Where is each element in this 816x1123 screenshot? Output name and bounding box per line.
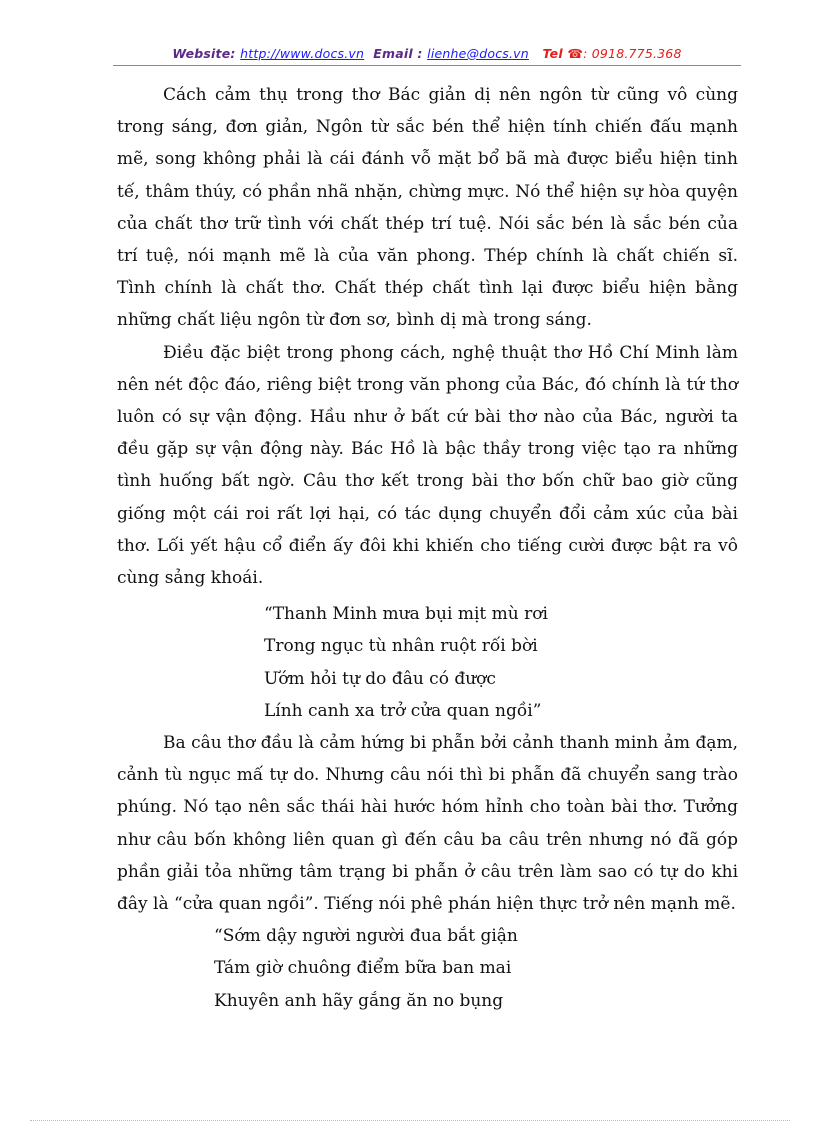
page-header (113, 46, 741, 61)
tel-label: Tel (542, 46, 563, 61)
poem-quote-1 (117, 598, 738, 727)
website-link[interactable]: http://www.docs.vn (240, 46, 365, 61)
poem-line: Khuyên anh hãy gắng ăn no bụng (214, 990, 504, 1011)
poem-quote-2 (117, 920, 738, 1017)
phone-icon: ☎ (567, 46, 584, 61)
email-link[interactable]: lienhe@docs.vn (427, 46, 529, 61)
poem-line: Trong ngục tù nhân ruột rối bời (264, 636, 538, 657)
poem-line: “Sớm dậy người người đua bắt giận (214, 926, 518, 947)
poem-line: “Thanh Minh mưa bụi mịt mù rơi (264, 604, 548, 625)
document-body (117, 79, 738, 1017)
poem-line: Lính canh xa trở cửa quan ngồi” (264, 700, 542, 721)
paragraph-2: Điều đặc biệt trong phong cách, nghệ thuật thơ Hồ Chí Minh làm nên nét độc đáo, riêng biệt trong văn phong của Bác, đó chính là tứ thơ luôn có sự vận động. Hầu như ở bất cứ bài thơ nào của Bác, người ta đều gặp sự vận động này. Bác Hồ là bậc thầy trong việc tạo ra những tình huống bất ngờ. Câu thơ kết trong bài thơ bốn chữ bao giờ cũng giống một cái roi rất lợi hại, có tác dụng chuyển đổi cảm xúc của bài thơ. Lối yết hậu cổ điển ấy đôi khi khiến cho tiếng cười được bật ra vô cùng sảng khoái. (117, 342, 738, 589)
paragraph-1: Cách cảm thụ trong thơ Bác giản dị nên ngôn từ cũng vô cùng trong sáng, đơn giản, Ngôn từ sắc bén thể hiện tính chiến đấu mạnh mẽ, song không phải là cái đánh vỗ mặt bổ bã mà được biểu hiện tinh tế, thâm thúy, có phần nhã nhặn, chừng mực. Nó thể hiện sự hòa quyện của chất thơ trữ tình với chất thép trí tuệ. Nói sắc bén là sắc bén của trí tuệ, nói mạnh mẽ là của văn phong. Thép chính là chất chiến sĩ. Tình chính là chất thơ. Chất thép chất tình lại được biểu hiện bằng những chất liệu ngôn từ đơn sơ, bình dị mà trong sáng. (117, 85, 738, 331)
header-divider (113, 65, 741, 66)
poem-line: Tám giờ chuông điểm bữa ban mai (214, 958, 512, 979)
poem-line: Ướm hỏi tự do đâu có được (264, 668, 496, 689)
phone-number: : 0918.775.368 (583, 46, 682, 61)
footer-divider (30, 1120, 790, 1121)
email-label: Email : (373, 46, 423, 61)
paragraph-3: Ba câu thơ đầu là cảm hứng bi phẫn bởi cảnh thanh minh ảm đạm, cảnh tù ngục mấ tự do. Nhưng câu nói thì bi phẫn đã chuyển sang trào phúng. Nó tạo nên sắc thái hài hước hóm hỉnh cho toàn bài thơ. Tưởng như câu bốn không liên quan gì đến câu ba câu trên nhưng nó đã góp phần giải tỏa những tâm trạng bi phẫn ở câu trên làm sao có tự do khi đây là “cửa quan ngồi”. Tiếng nói phê phán hiện thực trở nên mạnh mẽ. (117, 733, 738, 915)
website-label: Website: (172, 46, 236, 61)
